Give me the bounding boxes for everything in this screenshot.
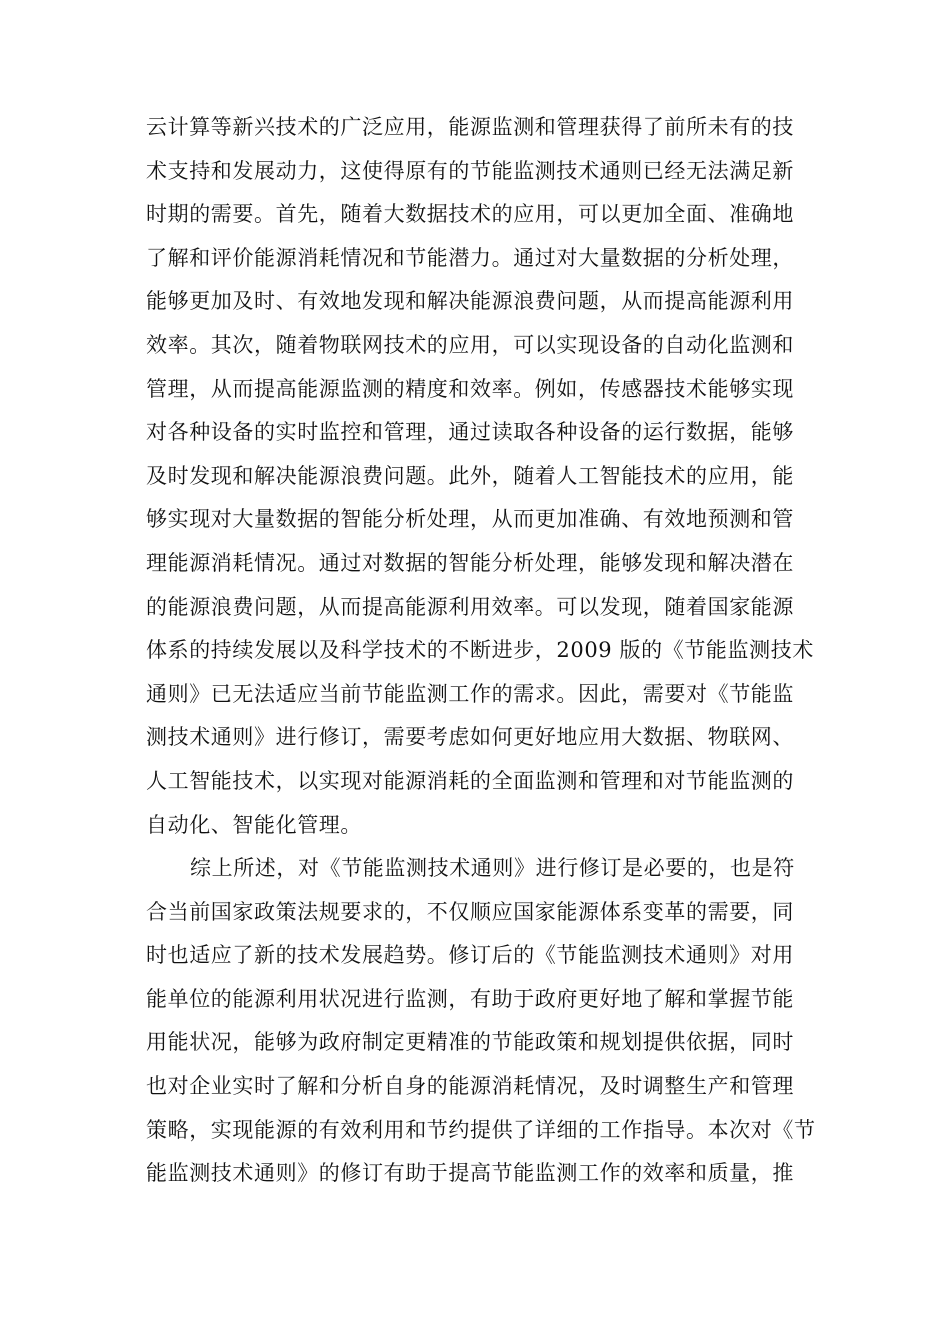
text-line: 测技术通则》进行修订，需要考虑如何更好地应用大数据、物联网、 bbox=[146, 725, 794, 750]
text-line: 及时发现和解决能源浪费问题。此外，随着人工智能技术的应用，能 bbox=[146, 463, 794, 488]
text-line: 了解和评价能源消耗情况和节能潜力。通过对大量数据的分析处理， bbox=[146, 245, 794, 270]
text-line: 理能源消耗情况。通过对数据的智能分析处理，能够发现和解决潜在 bbox=[146, 550, 794, 575]
paragraph-1 bbox=[146, 106, 814, 847]
text-line: 够实现对大量数据的智能分析处理，从而更加准确、有效地预测和管 bbox=[146, 507, 794, 532]
text-line: 人工智能技术，以实现对能源消耗的全面监测和管理和对节能监测的 bbox=[146, 768, 794, 793]
body-text bbox=[146, 106, 816, 1196]
text-line: 综上所述，对《节能监测技术通则》进行修订是必要的，也是符 bbox=[190, 856, 795, 881]
text-line: 合当前国家政策法规要求的，不仅顺应国家能源体系变革的需要，同 bbox=[146, 899, 794, 924]
text-line: 的能源浪费问题，从而提高能源利用效率。可以发现，随着国家能源 bbox=[146, 594, 794, 619]
text-line: 管理，从而提高能源监测的精度和效率。例如，传感器技术能够实现 bbox=[146, 376, 794, 401]
text-line: 术支持和发展动力，这使得原有的节能监测技术通则已经无法满足新 bbox=[146, 158, 794, 183]
text-line: 时期的需要。首先，随着大数据技术的应用，可以更加全面、准确地 bbox=[146, 202, 794, 227]
text-line: 通则》已无法适应当前节能监测工作的需求。因此，需要对《节能监 bbox=[146, 681, 794, 706]
text-line: 自动化、智能化管理。 bbox=[146, 812, 362, 837]
text-line: 也对企业实时了解和分析自身的能源消耗情况，及时调整生产和管理 bbox=[146, 1074, 794, 1099]
text-line: 时也适应了新的技术发展趋势。修订后的《节能监测技术通则》对用 bbox=[146, 943, 794, 968]
text-line: 云计算等新兴技术的广泛应用，能源监测和管理获得了前所未有的技 bbox=[146, 115, 794, 139]
text-line: 能监测技术通则》的修订有助于提高节能监测工作的效率和质量，推 bbox=[146, 1161, 794, 1186]
text-line: 策略，实现能源的有效利用和节约提供了详细的工作指导。本次对《节 bbox=[146, 1117, 816, 1142]
text-line: 对各种设备的实时监控和管理，通过读取各种设备的运行数据，能够 bbox=[146, 420, 794, 445]
text-line: 能单位的能源利用状况进行监测，有助于政府更好地了解和掌握节能 bbox=[146, 986, 794, 1011]
paragraph-2 bbox=[146, 847, 816, 1196]
text-line: 体系的持续发展以及科学技术的不断进步，2009 版的《节能监测技术 bbox=[146, 638, 814, 663]
text-line: 用能状况，能够为政府制定更精准的节能政策和规划提供依据，同时 bbox=[146, 1030, 794, 1055]
text-line: 效率。其次，随着物联网技术的应用，可以实现设备的自动化监测和 bbox=[146, 332, 794, 357]
text-line: 能够更加及时、有效地发现和解决能源浪费问题，从而提高能源利用 bbox=[146, 289, 794, 314]
